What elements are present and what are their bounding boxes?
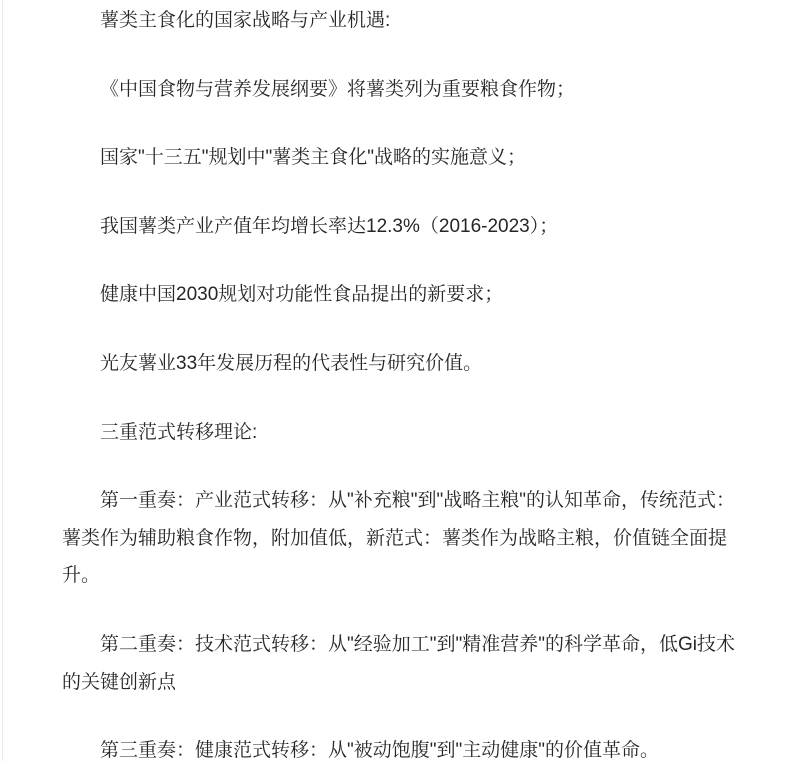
- paragraph-guangyou-33-years: 光友薯业33年发展历程的代表性与研究价值。: [100, 352, 483, 374]
- paragraph-second-paradigm: 第二重奏：技术范式转移：从"经验加工"到"精准营养"的科学革命，低Gi技术的关键创新点: [62, 633, 735, 693]
- paragraph-growth-rate: 我国薯类产业产值年均增长率达12.3%（2016-2023）；: [100, 215, 559, 237]
- paragraph-healthy-china-2030: 健康中国2030规划对功能性食品提出的新要求；: [100, 284, 504, 306]
- left-edge-divider: [2, 0, 3, 761]
- paragraph-first-paradigm: 第一重奏：产业范式转移：从"补充粮"到"战略主粮"的认知革命，传统范式：薯类作为辅助粮食作物，附加值低，新范式：薯类作为战略主粮，价值链全面提升。: [62, 490, 735, 587]
- paragraph-heading-triple-paradigm: 三重范式转移理论:: [100, 421, 258, 443]
- paragraph-third-paradigm: 第三重奏：健康范式转移：从"被动饱腹"到"主动健康"的价值革命。: [100, 740, 659, 762]
- paragraph-heading-strategy: 薯类主食化的国家战略与产业机遇:: [100, 10, 391, 31]
- paragraph-food-nutrition-outline: 《中国食物与营养发展纲要》将薯类列为重要粮食作物；: [100, 78, 576, 100]
- paragraph-13th-five-year-plan: 国家"十三五"规划中"薯类主食化"战略的实施意义；: [100, 147, 526, 169]
